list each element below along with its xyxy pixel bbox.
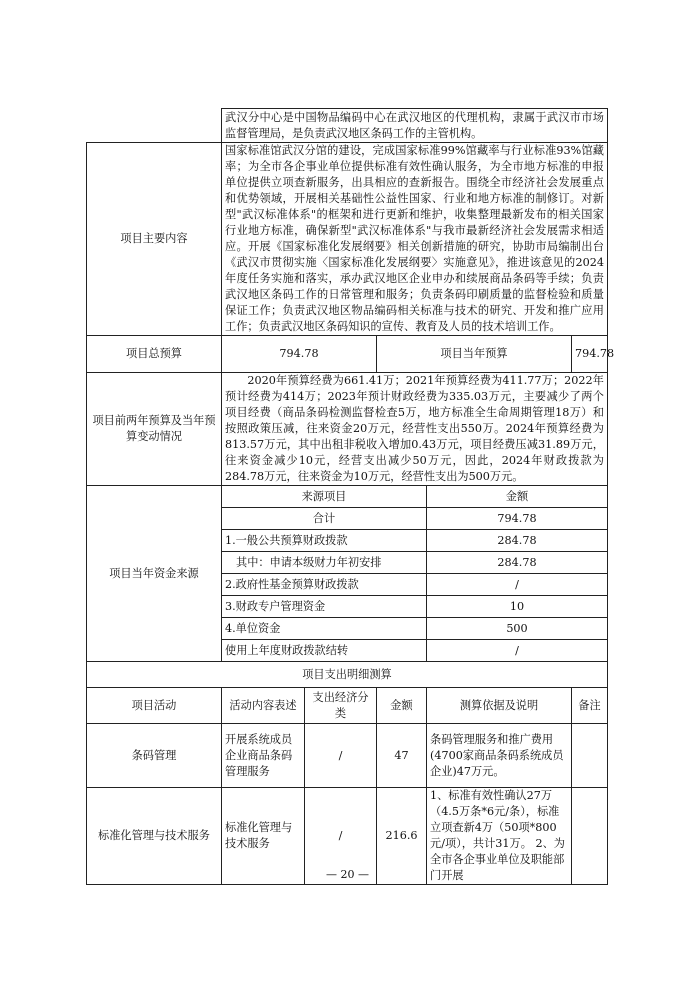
current-budget-value: 794.78 — [572, 336, 608, 373]
total-budget-label: 项目总预算 — [87, 336, 222, 373]
changes-text: 2020年预算经费为661.41万；2021年预算经费为411.77万；2022年预计经费为414万；2023年预计财政经费为335.03万元，主要减少了两个项目经费（商品条码检测监督检查5万，地方标准全生命周期管理18万）和按照政策压减，往来资金20万元，经营性支出550万。2024年预算经费为813.57万元，其中出租非税收入增加0.43万元，项目经费压减31.89万元，往来资金减少10元，经营支出减少50万元，因此，2024年财政拨款为284.78万元，往来资金为10万元，经营性支出为500万元。 — [222, 373, 608, 486]
page-number: — 20 — — [326, 868, 369, 881]
intro-row — [87, 109, 608, 143]
intro-label-cell — [87, 109, 222, 143]
expense-header: 支出经济分类 — [305, 688, 377, 724]
expense-category: / — [305, 788, 377, 885]
main-content-text: 国家标准馆武汉分馆的建设，完成国家标准99%馆藏率与行业标准93%馆藏率；为全市各企事业单位提供标准有效性确认服务，为全市地方标准的申报单位提供立项查新服务，出具相应的查新报告。围绕全市经济社会发展重点和优势领域，开展相关基础性公益性国家、行业和地方标准的制修订。对新型"武汉标准体系"的框架和进行更新和维护，收集整理最新发布的相关国家行业地方标准，确保新型"武汉标准体系"与我市最新经济社会发展需求相适应。开展《国家标准化发展纲要》相关创新措施的研究，协助市局编制出台《武汉市贯彻实施〈国家标准化发展纲要〉实施意见》，推进该意见的2024年度任务实施和落实，承办武汉地区企业申办和续展商品条码等手续；负责武汉地区条码工作的日常管理和服务；负责条码印刷质量的监督检验和质量保证工作；负责武汉地区物品编码相关标准与技术的研究、开发和推广应用工作；负责武汉地区条码知识的宣传、教育及人员的技术培训工作。 — [222, 143, 608, 336]
expense-basis: 1、标准有效性确认27万（4.5万条*6元/条），标准立项查新4万（50项*800元/项），共计31万。 2、为全市各企事业单位及职能部门开展 — [427, 788, 572, 885]
expense-amount: 216.6 — [377, 788, 427, 885]
funding-header-amount: 金额 — [427, 486, 608, 508]
expense-row — [87, 724, 608, 788]
funding-amount: 794.78 — [427, 508, 608, 530]
funding-item: 合计 — [222, 508, 427, 530]
project-table — [86, 108, 615, 885]
main-content-row — [87, 143, 608, 336]
changes-label: 项目前两年预算及当年预算变动情况 — [87, 373, 222, 486]
expense-header: 金额 — [377, 688, 427, 724]
funding-amount: 500 — [427, 618, 608, 640]
expense-header-row — [87, 688, 608, 724]
expense-category: / — [305, 724, 377, 788]
intro-text: 武汉分中心是中国物品编码中心在武汉地区的代理机构，隶属于武汉市市场监督管理局，是负责武汉地区条码工作的主管机构。 — [222, 109, 608, 143]
expense-basis: 条码管理服务和推广费用(4700家商品条码系统成员企业)47万元。 — [427, 724, 572, 788]
expense-header: 活动内容表述 — [222, 688, 305, 724]
expense-activity: 标准化管理与技术服务 — [87, 788, 222, 885]
expense-header: 备注 — [572, 688, 608, 724]
funding-header-item: 来源项目 — [222, 486, 427, 508]
expense-activity: 条码管理 — [87, 724, 222, 788]
funding-item: 其中：申请本级财力年初安排 — [222, 552, 427, 574]
funding-item: 4.单位资金 — [222, 618, 427, 640]
funding-item: 3.财政专户管理资金 — [222, 596, 427, 618]
expense-title-row — [87, 662, 608, 688]
funding-amount: 10 — [427, 596, 608, 618]
funding-label: 项目当年资金来源 — [87, 486, 222, 662]
funding-item: 1.一般公共预算财政拨款 — [222, 530, 427, 552]
funding-header-row — [87, 486, 608, 508]
funding-item: 2.政府性基金预算财政拨款 — [222, 574, 427, 596]
budget-row — [87, 336, 608, 373]
funding-amount: / — [427, 574, 608, 596]
expense-header: 测算依据及说明 — [427, 688, 572, 724]
expense-header: 项目活动 — [87, 688, 222, 724]
changes-row — [87, 373, 608, 486]
expense-content: 标准化管理与技术服务 — [222, 788, 305, 885]
main-content-label: 项目主要内容 — [87, 143, 222, 336]
expense-amount: 47 — [377, 724, 427, 788]
current-budget-label: 项目当年预算 — [377, 336, 572, 373]
total-budget-value: 794.78 — [222, 336, 377, 373]
expense-content: 开展系统成员企业商品条码管理服务 — [222, 724, 305, 788]
expense-note — [572, 724, 608, 788]
funding-amount: 284.78 — [427, 530, 608, 552]
funding-item: 使用上年度财政拨款结转 — [222, 640, 427, 662]
funding-amount: 284.78 — [427, 552, 608, 574]
expense-section-title: 项目支出明细测算 — [87, 662, 608, 688]
funding-amount: / — [427, 640, 608, 662]
